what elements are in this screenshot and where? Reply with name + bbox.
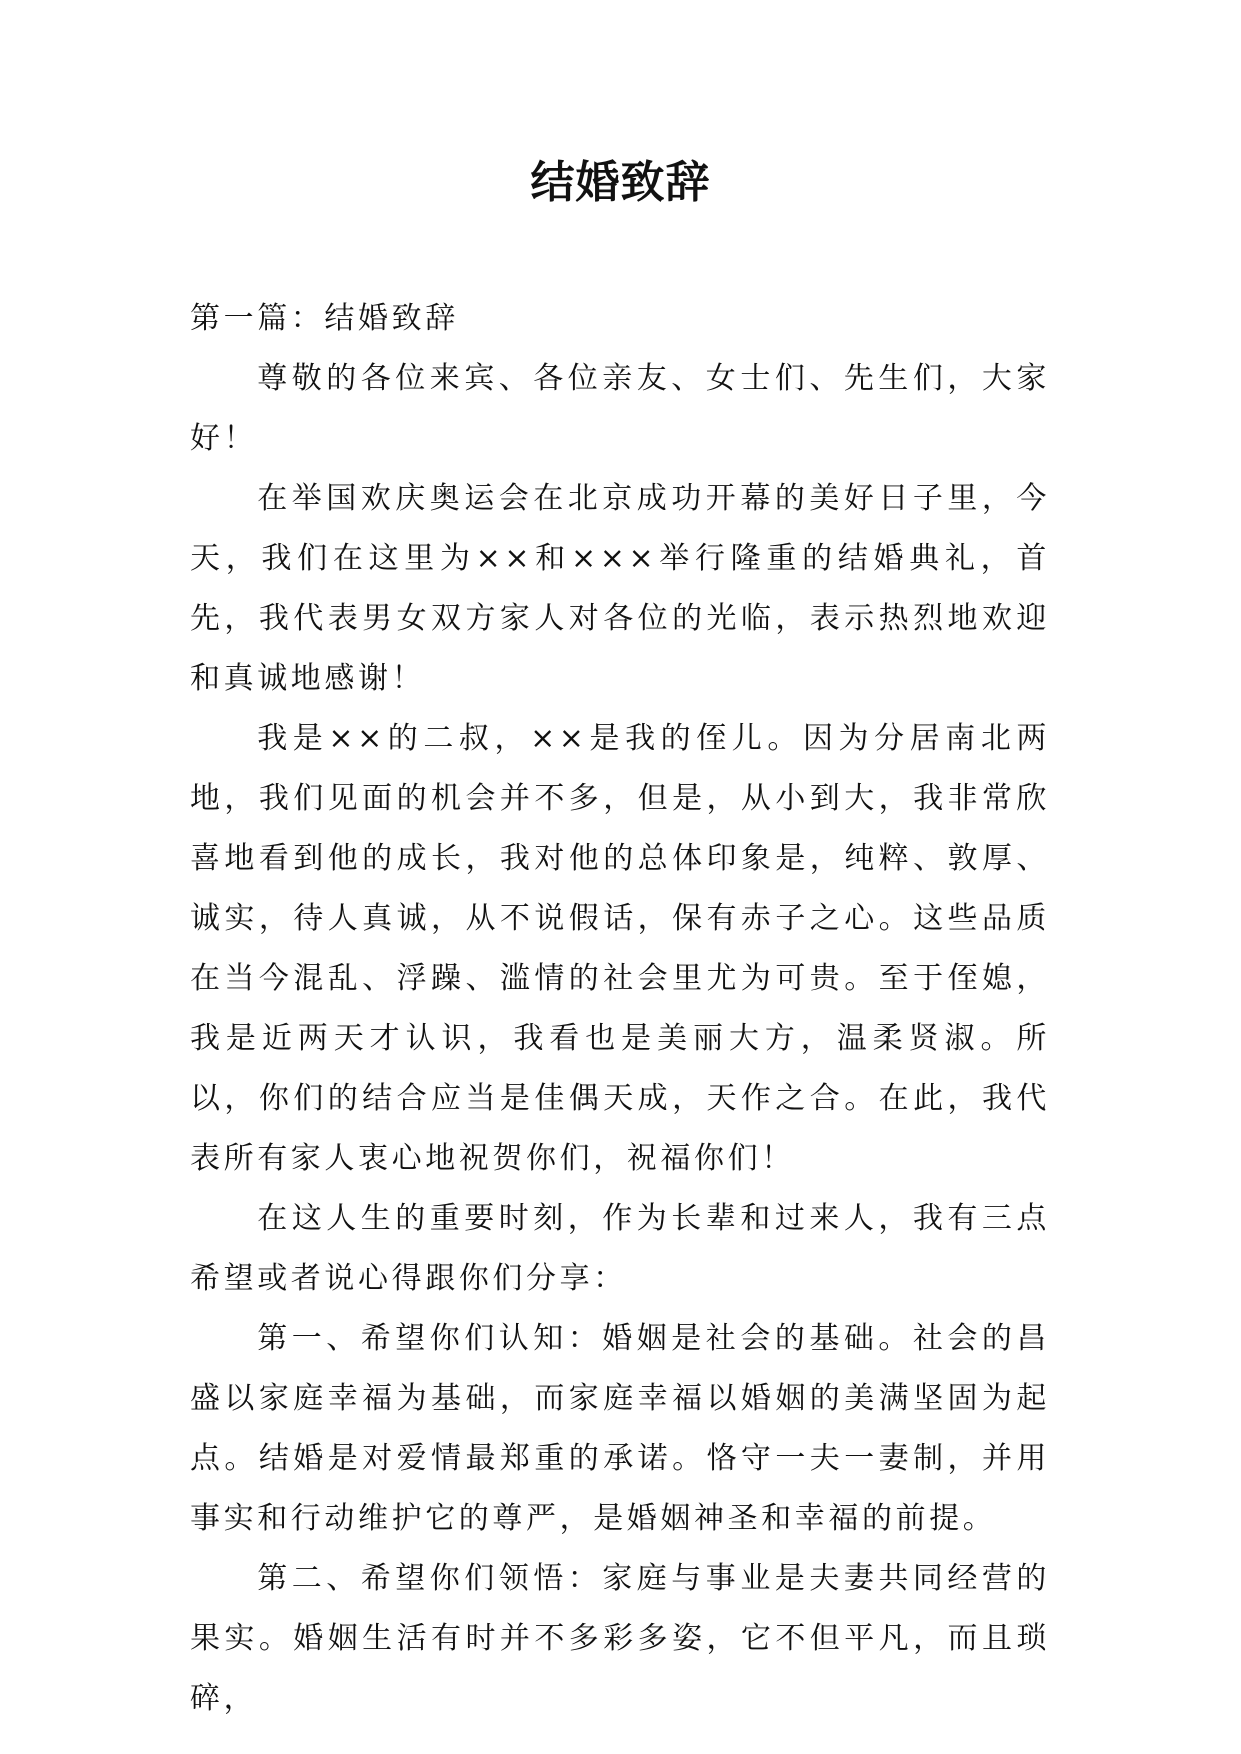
- paragraph-greeting: 尊敬的各位来宾、各位亲友、女士们、先生们，大家好！: [190, 361, 1050, 456]
- document-body: [190, 289, 1050, 1729]
- section-heading: 第一篇：结婚致辞: [190, 301, 459, 336]
- paragraph-hope-two: 第二、希望你们领悟：家庭与事业是夫妻共同经营的果实。婚姻生活有时并不多彩多姿，它不但平凡，而且琐碎，: [190, 1561, 1050, 1716]
- paragraph-welcome: 在举国欢庆奥运会在北京成功开幕的美好日子里，今天，我们在这里为××和×××举行隆重的结婚典礼，首先，我代表男女双方家人对各位的光临，表示热烈地欢迎和真诚地感谢！: [190, 481, 1050, 696]
- paragraph-introduction: 我是××的二叔，××是我的侄儿。因为分居南北两地，我们见面的机会并不多，但是，从小到大，我非常欣喜地看到他的成长，我对他的总体印象是，纯粹、敦厚、诚实，待人真诚，从不说假话，保有赤子之心。这些品质在当今混乱、浮躁、滥情的社会里尤为可贵。至于侄媳，我是近两天才认识，我看也是美丽大方，温柔贤淑。所以，你们的结合应当是佳偶天成，天作之合。在此，我代表所有家人衷心地祝贺你们，祝福你们！: [190, 721, 1050, 1176]
- paragraph-three-hopes: 在这人生的重要时刻，作为长辈和过来人，我有三点希望或者说心得跟你们分享：: [190, 1201, 1050, 1296]
- document-title: 结婚致辞: [530, 157, 711, 208]
- paragraph-hope-one: 第一、希望你们认知：婚姻是社会的基础。社会的昌盛以家庭幸福为基础，而家庭幸福以婚姻的美满坚固为起点。结婚是对爱情最郑重的承诺。恪守一夫一妻制，并用事实和行动维护它的尊严，是婚姻神圣和幸福的前提。: [190, 1321, 1050, 1536]
